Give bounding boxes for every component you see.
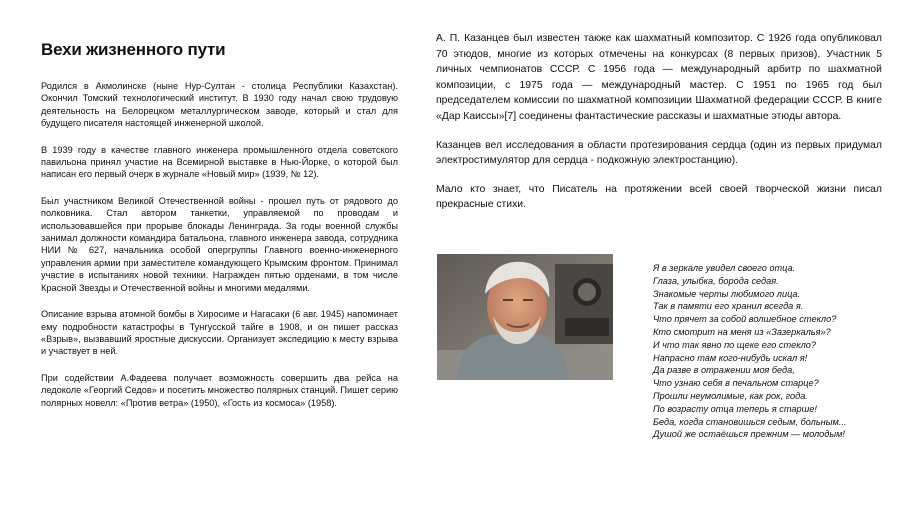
biography-paragraph: При содействии А.Фадеева получает возможность совершить два рейса на ледоколе «Георгий Седов» и посетить множество полярных станций. Пишет серию полярных новелл: «Против ветра» (1950), «Гость из космоса» (1958). — [41, 372, 398, 408]
portrait-photo — [437, 254, 613, 380]
poem-line: Душой же остаёшься прежним — молодым! — [653, 429, 845, 440]
biography-column — [41, 80, 398, 423]
biography-paragraph: Был участником Великой Отечественной войны - прошел путь от рядового до полковника. Стал автором танкетки, управляемой по проводам и использовавшейся при прорыве блокады Ленинграда. За годы военной службы занимал должности командира батальона, главного инженера завода, сотрудника НИИ № 627, начальника особой опергруппы Главного военно-инженерного управления армии при заместителе командующего Крымским фронтом. Принимал участие в испытаниях новой техники. Награжден пятью орденами, в том числе Красной Звезды и Отечественной войны и многими медалями. — [41, 195, 398, 293]
poem-line: Беда, когда становишься седым, больным... — [653, 416, 847, 427]
fact-paragraph: Казанцев вел исследования в области протезирования сердца (один из первых придумал электростимулятор для сердца - подкожную электростанцию). — [436, 139, 882, 167]
fact-paragraph: А. П. Казанцев был известен также как шахматный композитор. С 1926 года опубликовал 70 этюдов, многие из которых отмечены на конкурсах (8 первых призов). Участник 5 личных чемпионатов СССР. С 1956 года — международный арбитр по шахматной композиции, с 1975 года — международный мастер. С 1951 по 1965 год был председателем комиссии по шахматной композиции Шахматной федерации СССР. В книге «Дар Каиссы»[7] соединены фантастические рассказы и шахматные этюды автора. — [436, 33, 882, 122]
poem-line: И что так явно по щеке его стекло? — [653, 339, 817, 350]
poem-line: Напрасно там кого-нибудь искал я! — [653, 352, 808, 363]
page-title: Вехи жизненного пути — [41, 40, 226, 59]
poem-line: Кто смотрит на меня из «Зазеркалья»? — [653, 326, 831, 337]
poem-line: Что прячет за собой волшебное стекло? — [653, 314, 837, 325]
biography-paragraph: В 1939 году в качестве главного инженера промышленного отдела советского павильона принял участие на Всемирной выставке в Нью-Йорке, о которой был написан его первый очерк в журнале «Новый мир» (1939, № 12). — [41, 144, 398, 180]
poem-line: Знакомые черты любимого лица. — [653, 288, 801, 299]
portrait-illustration — [437, 254, 613, 380]
biography-paragraph: Родился в Акмолинске (ныне Нур-Султан - столица Республики Казахстан). Окончил Томский технологический институт. В 1930 году начал свою трудовую деятельность на Белорецком металлургическом заводе, который и стал для будущего писателя настоящей инженерной школой. — [41, 81, 398, 129]
poem-line: Да разве в отражении моя беда, — [653, 365, 795, 376]
biography-paragraph: Описание взрыва атомной бомбы в Хиросиме и Нагасаки (6 авг. 1945) напоминает ему подробности катастрофы в Тунгусской тайге в 1908, и он пишет рассказ «Взрыв», вызвавший яростные дискуссии. Организует экспедицию к месту взрыва и участвует в ней. — [41, 309, 398, 357]
facts-column — [436, 31, 882, 226]
poem-line: Я в зеркале увидел своего отца. — [653, 263, 796, 273]
poem-line: Что узнаю себя в печальном старце? — [653, 378, 819, 389]
poem-line: Глаза, улыбка, борода седая. — [653, 275, 779, 286]
poem-line: Прошли неумолимые, как рок, года. — [653, 390, 808, 401]
poem-line: Так в памяти его хранил всегда я. — [653, 301, 804, 312]
poem — [653, 262, 893, 441]
poem-line: По возрасту отца теперь я старше! — [653, 403, 817, 414]
fact-paragraph: Мало кто знает, что Писатель на протяжении всей своей творческой жизни писал прекрасные стихи. — [436, 183, 882, 211]
